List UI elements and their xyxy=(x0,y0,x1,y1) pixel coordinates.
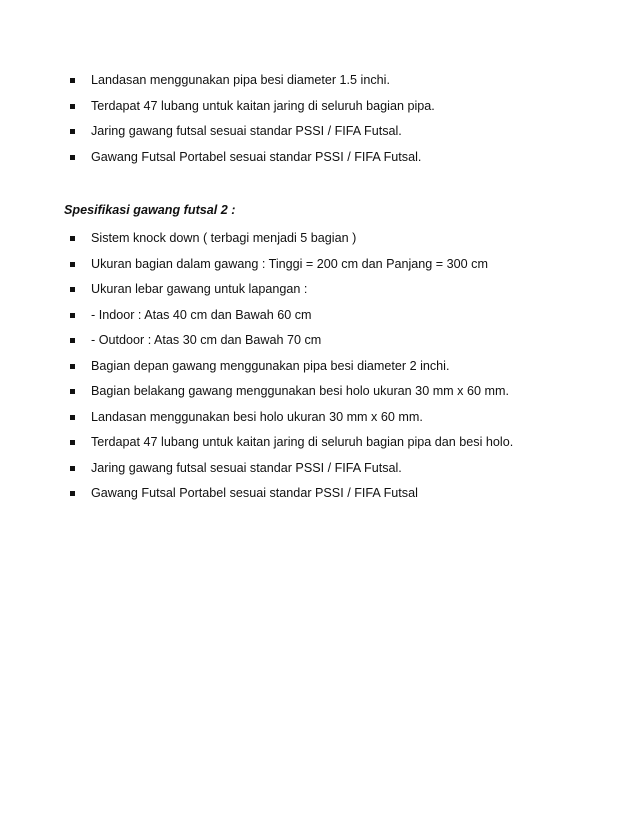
list-item-text: Terdapat 47 lubang untuk kaitan jaring di seluruh bagian pipa dan besi holo. xyxy=(91,435,514,449)
list-item xyxy=(70,354,610,380)
list-item xyxy=(70,226,610,252)
list-item-text: Sistem knock down ( terbagi menjadi 5 bagian ) xyxy=(91,231,357,245)
list-item xyxy=(70,68,610,94)
list-item xyxy=(70,277,610,303)
square-bullet-icon xyxy=(70,129,75,134)
section-heading: Spesifikasi gawang futsal 2 : xyxy=(64,203,236,217)
list-item xyxy=(70,405,610,431)
list-item-text: Bagian depan gawang menggunakan pipa besi diameter 2 inchi. xyxy=(91,358,450,373)
square-bullet-icon xyxy=(70,364,75,369)
square-bullet-icon xyxy=(70,287,75,292)
list-item-text: Ukuran bagian dalam gawang : Tinggi = 200 cm dan Panjang = 300 cm xyxy=(91,256,488,271)
square-bullet-icon xyxy=(70,262,75,267)
list-item xyxy=(70,145,610,171)
list-item-text: - Indoor : Atas 40 cm dan Bawah 60 cm xyxy=(91,307,312,322)
square-bullet-icon xyxy=(70,78,75,83)
list-item xyxy=(70,379,610,405)
list-item-text: Jaring gawang futsal sesuai standar PSSI / FIFA Futsal. xyxy=(91,460,402,475)
square-bullet-icon xyxy=(70,466,75,471)
square-bullet-icon xyxy=(70,313,75,318)
list-item xyxy=(70,328,610,354)
list-item-text: Gawang Futsal Portabel sesuai standar PSSI / FIFA Futsal xyxy=(91,486,418,500)
square-bullet-icon xyxy=(70,491,75,496)
square-bullet-icon xyxy=(70,389,75,394)
list-item-text: Gawang Futsal Portabel sesuai standar PSSI / FIFA Futsal. xyxy=(91,149,422,164)
list-item-text: Landasan menggunakan pipa besi diameter 1.5 inchi. xyxy=(91,73,390,87)
list-item-text: Ukuran lebar gawang untuk lapangan : xyxy=(91,282,308,296)
list-item xyxy=(70,481,610,507)
square-bullet-icon xyxy=(70,104,75,109)
square-bullet-icon xyxy=(70,155,75,160)
square-bullet-icon xyxy=(70,236,75,241)
list-item-text: - Outdoor : Atas 30 cm dan Bawah 70 cm xyxy=(91,333,322,347)
spec-list-1 xyxy=(70,68,610,170)
list-item-text: Bagian belakang gawang menggunakan besi holo ukuran 30 mm x 60 mm. xyxy=(91,384,509,398)
spec-list-2 xyxy=(70,226,610,507)
square-bullet-icon xyxy=(70,338,75,343)
list-item xyxy=(70,303,610,329)
list-item-text: Terdapat 47 lubang untuk kaitan jaring di seluruh bagian pipa. xyxy=(91,98,435,113)
list-item xyxy=(70,94,610,120)
list-item-text: Jaring gawang futsal sesuai standar PSSI / FIFA Futsal. xyxy=(91,124,402,138)
square-bullet-icon xyxy=(70,440,75,445)
list-item xyxy=(70,119,610,145)
list-item xyxy=(70,252,610,278)
list-item xyxy=(70,430,610,456)
list-item-text: Landasan menggunakan besi holo ukuran 30 mm x 60 mm. xyxy=(91,409,423,424)
square-bullet-icon xyxy=(70,415,75,420)
list-item xyxy=(70,456,610,482)
